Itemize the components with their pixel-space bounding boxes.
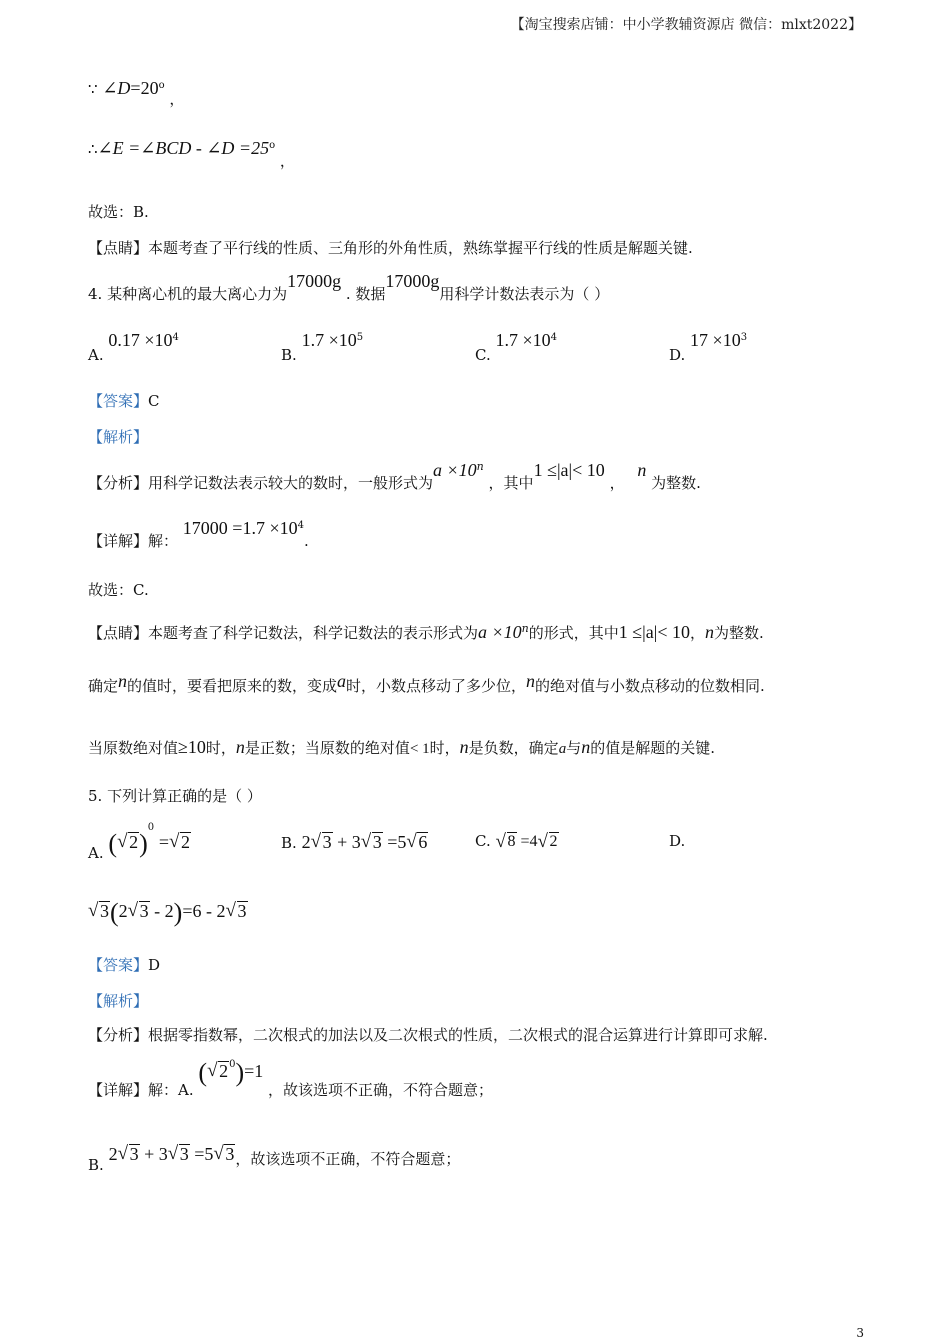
page-number: 3 [856,1326,864,1340]
sqrt-expr: √ 3 [118,1144,140,1165]
dianjing-1: 【点睛】本题考查了平行线的性质、三角形的外角性质，熟练掌握平行线的性质是解题关键. [88,239,693,257]
xiangjie-text: ，故该选项不正确，不符合题意； [268,1081,494,1099]
var-n: n [581,737,591,757]
fenxi-text: 为整数. [651,474,701,492]
dianjing-text: 【点睛】本题考查了科学记数法，科学记数法的表示形式为 [88,624,479,642]
sci-form: a ×10 [478,622,522,642]
lt-one: < 1 [409,741,430,757]
b-tail-text: ，故该选项不正确，不符合题意； [235,1150,461,1168]
var-n: n [118,671,128,691]
orig-text: 是负数，确定 [468,739,559,757]
q4-dianjing [88,622,764,643]
q4-option-d [669,330,748,364]
range-expr: 1 ≤|a|< 10 [618,622,691,642]
q4-jiexi: 【解析】 [88,428,149,446]
orig-text: 当原数绝对值 [88,739,179,757]
sqrt-expr: √ 3 [168,1144,190,1165]
q5-b-line: B. 2√ 3 + 3√ 3 =5√ 3，故该选项不正确，不符合题意； [88,1144,460,1165]
orig-text: 与 [566,739,582,757]
q4-text-c: 用科学计数法表示为（ ） [439,285,610,303]
dianjing-text: 为整数. [714,624,764,642]
xiangjie-text: 【详解】解： [88,532,179,550]
page-header: 【淘宝搜索店铺：中小学教辅资源店 微信：mlxt2022】 [510,17,862,33]
q4-xiangjie [88,518,309,550]
orig-text: 的值是解题的关键. [590,739,715,757]
comma: ， [169,90,185,108]
option-label: A. [88,346,104,364]
xiangjie-text: 【详解】解：A. [88,1081,194,1099]
sci-exponent: n [521,622,529,635]
det-text: 确定 [88,677,119,695]
option-exponent: 3 [740,332,748,343]
option-label: B. [281,834,297,852]
q5-stem: 5. 下列计算正确的是（ ） [88,787,262,805]
sqrt-expr: √ 2 [117,832,139,853]
var-n: n [705,622,715,642]
q4-answer [88,390,160,411]
comma: ， [279,152,295,170]
q4-value-2: 17000g [385,271,440,291]
q4-text-b: . 数据 [345,285,386,303]
period: . [303,532,309,550]
sqrt-expr: √ 8 [496,832,517,851]
equals: = [158,832,170,852]
var-a: a [558,741,567,757]
answer-value: D [148,956,161,974]
option-value: 17 ×10 [690,330,741,350]
det-text: 的绝对值与小数点移动的位数相同. [535,677,765,695]
answer-tag: 【答案】 [88,392,149,410]
q5-option-d-expr: √ 3(2√ 3 - 2)=6 - 2√ 3 [88,898,248,928]
var-a: a [337,671,347,691]
sqrt-expr: √ 2 [538,832,559,851]
sci-exponent: n [476,460,484,473]
answer-value: C [148,392,160,410]
sqrt-expr: √ 3 [361,832,383,853]
degree-mark: o [158,80,165,91]
degree-mark: o [269,140,276,151]
option-exponent: 5 [356,332,364,343]
fenxi-text: ， [609,474,625,492]
var-n: n [637,460,647,480]
xiangjie-exponent: 4 [297,520,304,531]
sqrt-expr: √ 3 [88,901,110,922]
var-n: n [526,671,536,691]
angle-e-expression: ∠E =∠BCD - ∠D =25 [97,138,270,158]
option-value: 1.7 ×10 [301,330,357,350]
det-text: 的值时，要看把原来的数，变成 [127,677,338,695]
sqrt-expr: √ 3 [213,1144,235,1165]
sqrt-expr: √ 2 [207,1061,229,1082]
equals-one: =1 [244,1061,264,1081]
option-exponent: 4 [172,332,179,343]
q4-stem [88,271,610,304]
q5-jiexi: 【解析】 [88,992,149,1010]
q4-text-a: 4. 某种离心机的最大离心力为 [88,285,288,303]
orig-text: 是正数；当原数的绝对值 [244,739,410,757]
q4-option-c [475,330,558,364]
sqrt-expr: √ 3 [311,832,333,853]
q4-determine [88,671,765,696]
q4-original [88,737,715,758]
orig-text: 时， [205,739,236,757]
exponent: 0 [229,1059,236,1070]
q5-option-c: C. √ 8 =4√ 2 [475,832,559,851]
because-line [88,78,185,108]
option-label: B. [88,1156,104,1174]
q5-option-a: A. (√ 2)$^0$ =√ 2 [88,822,191,859]
xiangjie-expr: 17000 =1.7 ×10 [182,518,298,538]
ge-ten: ≥10 [178,737,206,757]
q5-fenxi: 【分析】根据零指数幂，二次根式的加法以及二次根式的性质，二次根式的混合运算进行计算即可求解. [88,1026,768,1044]
therefore-line [88,138,295,170]
q5-answer [88,954,160,975]
var-n: n [459,737,469,757]
option-label: C. [475,832,491,850]
q4-option-a [88,330,179,364]
exponent: 0 [147,822,155,833]
choose-b: 故选：B. [88,203,149,221]
sqrt-expr: √ 2 [169,832,191,853]
fenxi-text: ，其中 [488,474,534,492]
option-exponent: 4 [550,332,558,343]
q5-option-b: B. 2√ 3 + 3√ 3 =5√ 6 [281,832,428,853]
sqrt-expr: √ 3 [226,901,248,922]
det-text: 时，小数点移动了多少位， [346,677,527,695]
option-value: 1.7 ×10 [495,330,551,350]
answer-tag: 【答案】 [88,956,149,974]
q4-choose: 故选：C. [88,581,149,599]
orig-text: 时， [429,739,460,757]
option-label: D. [669,346,686,364]
because-symbol: ∵ [88,80,98,98]
q4-fenxi [88,460,701,492]
option-value: 0.17 ×10 [108,330,173,350]
angle-d: ∠D [102,78,131,98]
option-label: C. [475,346,491,364]
sqrt-expr: √ 3 [128,901,150,922]
dianjing-text: 的形式，其中 [528,624,619,642]
sqrt-expr: √ 6 [406,832,428,853]
dianjing-text: ， [690,624,706,642]
fenxi-text: 【分析】用科学记数法表示较大的数时，一般形式为 [88,474,434,492]
sci-form: a ×10 [433,460,477,480]
option-label: B. [281,346,297,364]
q4-value-1: 17000g [287,271,342,291]
range-expr: 1 ≤|a|< 10 [533,460,605,480]
angle-d-value: =20 [130,78,159,98]
therefore-symbol: ∴ [88,140,98,158]
option-label: A. [88,844,104,862]
q5-option-d-label: D. [669,832,686,850]
q4-option-b [281,330,364,364]
q5-xiangjie: 【详解】解：A. (√ $2^0)=1$ ，故该选项不正确，不符合题意； [88,1058,493,1088]
var-n: n [235,737,245,757]
